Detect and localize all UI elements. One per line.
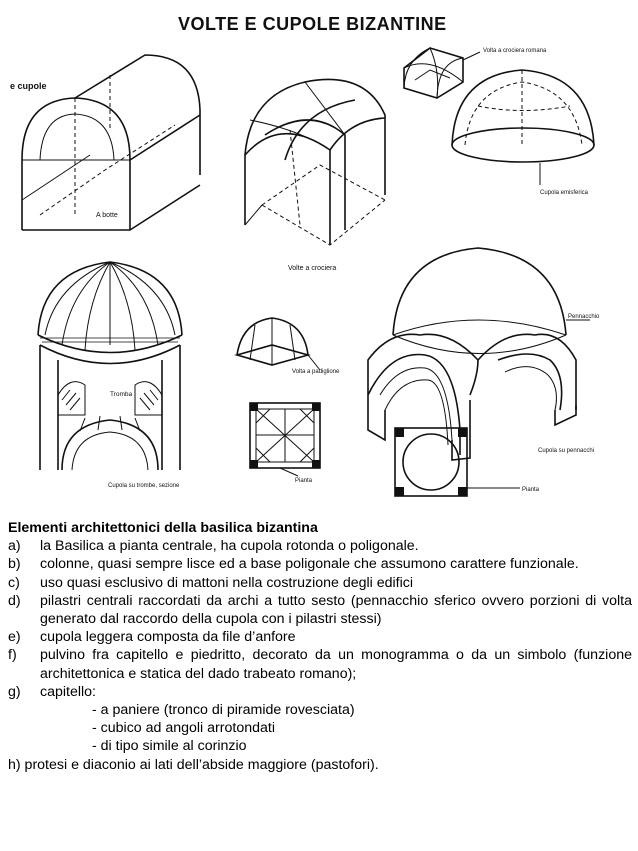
- cross-vault-drawing: [245, 79, 385, 245]
- capitello-subitem: - cubico ad angoli arrotondati: [92, 720, 275, 737]
- list-item-key: e): [8, 629, 21, 646]
- dome-on-squinches-drawing: [38, 262, 182, 470]
- text-block: [8, 519, 632, 774]
- pendentive-plan-drawing: [395, 428, 520, 496]
- list-item: [8, 683, 632, 701]
- label-a-botte: A botte: [96, 212, 118, 219]
- label-volte-a-crociera: Volte a crociera: [288, 265, 337, 272]
- capitello-subitem: - di tipo simile al corinzio: [92, 738, 247, 755]
- figure-title: VOLTE E CUPOLE BIZANTINE: [178, 14, 447, 34]
- list-item-text: colonne, quasi sempre lisce ed a base poligonale che assumono carattere funzionale.: [40, 556, 579, 573]
- squinch-plan-drawing: [250, 403, 320, 476]
- label-volta-a-padiglione: Volta a padiglione: [292, 369, 340, 375]
- list-item-text: la Basilica a pianta centrale, ha cupola rotonda o poligonale.: [40, 538, 419, 555]
- label-tromba: Tromba: [110, 391, 133, 398]
- list-item-text: capitello:: [40, 683, 96, 700]
- list-item-key: c): [8, 574, 20, 591]
- list-item-key: b): [8, 556, 21, 573]
- last-list-item: h) protesi e diaconio ai lati dell’abside maggiore (pastofori).: [8, 756, 379, 773]
- label-pianta-1: Pianta: [295, 478, 313, 484]
- list-item-key: a): [8, 538, 21, 555]
- label-pennacchio: Pennacchio: [568, 314, 600, 320]
- list-item: [8, 574, 632, 592]
- label-cupola-su-pennacchi: Cupola su pennacchi: [538, 448, 595, 454]
- label-cupola-su-trombe: Cupola su trombe, sezione: [108, 483, 180, 489]
- list-item: [8, 537, 632, 555]
- label-volta-crociera-romana: Volta a crociera romana: [483, 48, 547, 54]
- hemispherical-dome-drawing: [452, 70, 594, 185]
- list-item-text: cupola leggera composta da file d’anfore: [40, 629, 296, 646]
- barrel-vault-drawing: [22, 55, 200, 230]
- roman-cross-vault-drawing: [404, 48, 480, 98]
- capitello-subitem: - a paniere (tronco di piramide rovesciata): [92, 702, 355, 719]
- list-item: [8, 592, 632, 628]
- label-volte-cupole: e cupole: [10, 81, 47, 91]
- list-item: [8, 555, 632, 573]
- label-pianta-2: Pianta: [522, 487, 540, 493]
- label-cupola-emisferica: Cupola emisferica: [540, 190, 589, 196]
- section-heading: Elementi architettonici della basilica bizantina: [8, 520, 318, 536]
- cloister-vault-drawing: [237, 318, 320, 370]
- list-item-key: f): [8, 647, 17, 664]
- list-item-key: g): [8, 683, 21, 700]
- list-item-text: pulvino fra capitello e piedritto, decorato da un monogramma o da un simbolo (funzione architettonica e statica del dado trabeato romano);: [40, 647, 632, 682]
- list-item-text: pilastri centrali raccordati da archi a tutto sesto (pennacchio sferico ovvero porzioni di volta generato dal raccordo della cupola con i pilastri stessi): [40, 592, 632, 628]
- list-item-key: d): [8, 592, 21, 609]
- list-item-text: uso quasi esclusivo di mattoni nella costruzione degli edifici: [40, 574, 414, 591]
- list-item: [8, 646, 632, 682]
- list-item: [8, 628, 632, 646]
